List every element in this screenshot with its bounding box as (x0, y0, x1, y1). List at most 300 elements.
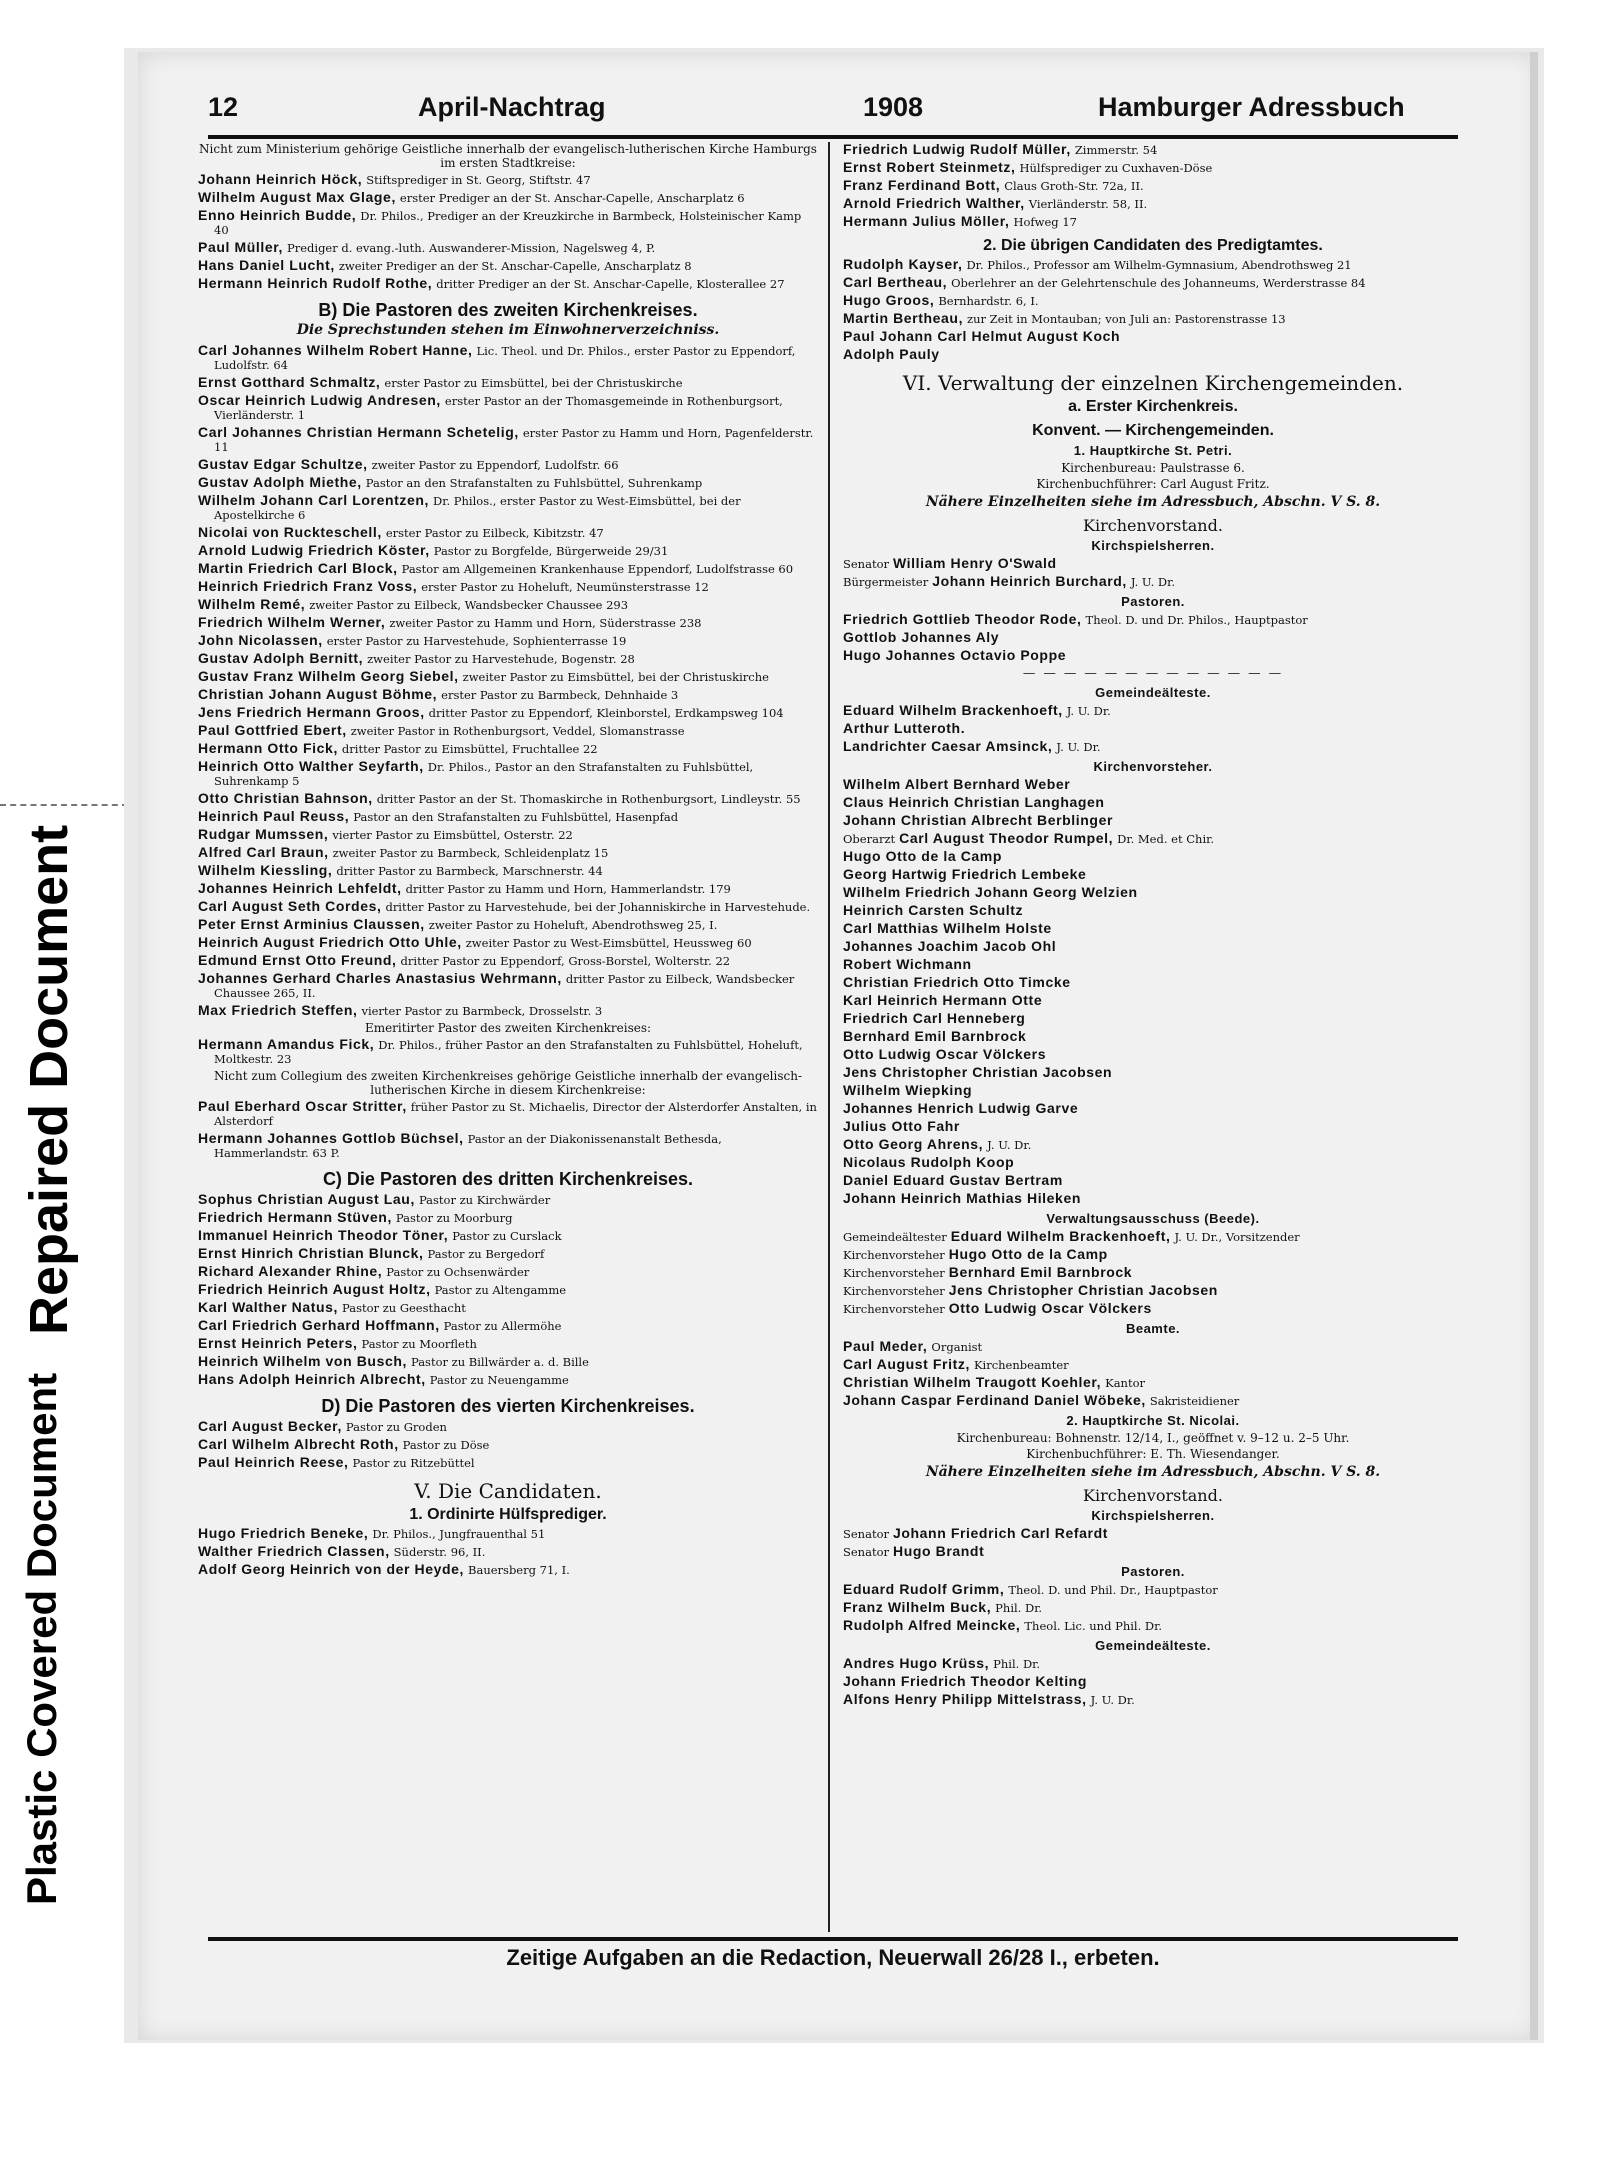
entry-name: Hugo Friedrich Beneke, (198, 1525, 369, 1541)
directory-entry (843, 1357, 1463, 1372)
section-title: April-Nachtrag (418, 92, 606, 122)
directory-entry (198, 669, 818, 684)
entry-details: Pastor zu Moorfleth (361, 1337, 477, 1351)
entry-name: Gottlob Johannes Aly (843, 629, 1000, 645)
entry-details: erster Prediger an der St. Anschar-Capelle, Anscharplatz 6 (399, 191, 745, 205)
directory-entry (198, 543, 818, 558)
entry-details: dritter Pastor zu Eppendorf, Kleinborstel, Erdkampsweg 104 (428, 706, 784, 720)
entry-title-prefix: Senator (843, 1527, 889, 1541)
directory-entry (198, 1562, 818, 1577)
section-heading: D) Die Pastoren des vierten Kirchenkreises. (321, 1396, 695, 1416)
entry-title-prefix: Gemeindeältester (843, 1230, 947, 1244)
entry-name: Alfons Henry Philipp Mittelstrass, (843, 1691, 1087, 1707)
directory-entry (843, 1692, 1463, 1707)
entry-title-prefix: Kirchenvorsteher (843, 1284, 945, 1298)
directory-entry (198, 475, 818, 490)
directory-entry (198, 525, 818, 540)
directory-entry (843, 1229, 1463, 1244)
entry-name: Sophus Christian August Lau, (198, 1191, 415, 1207)
directory-entry (198, 1300, 818, 1315)
entry-details: Lic. Theol. und Dr. Philos., erster Pastor zu Eppendorf, Ludolfstr. 64 (214, 344, 796, 372)
entry-name: Heinrich Carsten Schultz (843, 902, 1024, 918)
directory-entry (198, 633, 818, 648)
entry-name: Georg Hartwig Friedrich Lembeke (843, 866, 1087, 882)
entry-details: Pastor zu Ritzebüttel (352, 1456, 475, 1470)
entry-details: vierter Pastor zu Barmbeck, Drosselstr. 3 (361, 1004, 603, 1018)
directory-entry (198, 1526, 818, 1541)
directory-entry (198, 276, 818, 291)
header-rule (208, 135, 1458, 139)
entry-details: Kantor (1105, 1376, 1146, 1390)
entry-name: Carl Matthias Wilhelm Holste (843, 920, 1052, 936)
entry-name: Friedrich Wilhelm Werner, (198, 614, 386, 630)
entry-name: Jens Christopher Christian Jacobsen (843, 1064, 1113, 1080)
centered-note: Emeritirter Pastor des zweiten Kirchenkreises: (364, 1021, 652, 1035)
group-heading: Pastoren. (1121, 1564, 1185, 1579)
directory-entry (198, 935, 818, 950)
entry-name: Paul Heinrich Reese, (198, 1454, 349, 1470)
directory-entry (198, 1354, 818, 1369)
entry-details: dritter Pastor zu Eilbeck, Wandsbecker Chaussee 265, II. (214, 972, 795, 1000)
entry-name: Rudolph Alfred Meincke, (843, 1617, 1021, 1633)
board-heading: Kirchenvorstand. (1083, 1486, 1223, 1505)
directory-entry (198, 881, 818, 896)
entry-details: vierter Pastor zu Eimsbüttel, Osterstr. 22 (332, 828, 573, 842)
entry-details: zweiter Pastor zu Eppendorf, Ludolfstr. 66 (371, 458, 619, 472)
entry-name: Claus Heinrich Christian Langhagen (843, 794, 1105, 810)
directory-entry (843, 196, 1463, 211)
entry-details: Dr. Philos., Jungfrauenthal 51 (372, 1527, 546, 1541)
repaired-document-label: Repaired Document (19, 824, 79, 1335)
directory-entry (198, 1246, 818, 1261)
entry-details: Pastor zu Billwärder a. d. Bille (410, 1355, 589, 1369)
entry-name: Max Friedrich Steffen, (198, 1002, 358, 1018)
chapter-heading: VI. Verwaltung der einzelnen Kirchengemeinden. (902, 371, 1404, 395)
entry-name: Ernst Hinrich Christian Blunck, (198, 1245, 424, 1261)
directory-entry (198, 1210, 818, 1225)
directory-entry (843, 1191, 1463, 1206)
entry-details: Dr. Med. et Chir. (1117, 832, 1215, 846)
directory-entry (843, 142, 1463, 157)
entry-details: Theol. Lic. und Phil. Dr. (1024, 1619, 1163, 1633)
entry-name: Heinrich Friedrich Franz Voss, (198, 578, 418, 594)
directory-entry (843, 777, 1463, 792)
entry-name: Paul Eberhard Oscar Stritter, (198, 1098, 407, 1114)
entry-name: Edmund Ernst Otto Freund, (198, 952, 397, 968)
intro-paragraph: Nicht zum Collegium des zweiten Kirchenkreises gehörige Geistliche innerhalb der evangelisch-lutherischen Kirche in diesem Kirchenkreise: (213, 1069, 803, 1097)
entry-details: zweiter Pastor in Rothenburgsort, Veddel, Slomanstrasse (350, 724, 685, 738)
directory-entry (198, 1228, 818, 1243)
entry-name: Adolf Georg Heinrich von der Heyde, (198, 1561, 465, 1577)
group-heading: Verwaltungsausschuss (Beede). (1046, 1211, 1260, 1226)
directory-entry (843, 1656, 1463, 1671)
entry-details: J. U. Dr. (1056, 740, 1101, 754)
entry-name: Daniel Eduard Gustav Bertram (843, 1172, 1063, 1188)
directory-entry (843, 1600, 1463, 1615)
entry-name: Hermann Amandus Fick, (198, 1036, 375, 1052)
entry-name: Friedrich Ludwig Rudolf Müller, (843, 142, 1071, 157)
entry-details: Süderstr. 96, II. (393, 1545, 486, 1559)
entry-details: Dr. Philos., Professor am Wilhelm-Gymnasium, Abendrothsweg 21 (966, 258, 1352, 272)
subsection-heading: 2. Die übrigen Candidaten des Predigtamtes. (983, 237, 1323, 254)
book-title: Hamburger Adressbuch (1098, 92, 1405, 122)
left-column (198, 142, 818, 1942)
entry-details: Pastor zu Kirchwärder (418, 1193, 551, 1207)
entry-name: Paul Meder, (843, 1338, 928, 1354)
group-heading: Gemeindeälteste. (1095, 685, 1211, 700)
entry-details: Stiftsprediger in St. Georg, Stiftstr. 47 (366, 173, 591, 187)
entry-details: zweiter Pastor zu Hamm und Horn, Süderstrasse 238 (389, 616, 702, 630)
entry-details: Prediger d. evang.-luth. Auswanderer-Mission, Nagelsweg 4, P. (286, 241, 656, 255)
entry-name: Christian Friedrich Otto Timcke (843, 974, 1071, 990)
directory-entry (198, 917, 818, 932)
entry-name: Otto Christian Bahnson, (198, 790, 373, 806)
directory-entry (843, 1526, 1463, 1541)
entry-name: Julius Otto Fahr (843, 1118, 960, 1134)
directory-entry (198, 1544, 818, 1559)
entry-details: Pastor am Allgemeinen Krankenhause Eppendorf, Ludolfstrasse 60 (401, 562, 794, 576)
entry-name: Hugo Brandt (892, 1543, 985, 1559)
directory-entry (198, 809, 818, 824)
entry-details: Vierländerstr. 58, II. (1028, 197, 1148, 211)
entry-name: Peter Ernst Arminius Claussen, (198, 916, 425, 932)
year: 1908 (863, 92, 924, 122)
entry-details: Theol. D. und Dr. Philos., Hauptpastor (1085, 613, 1308, 627)
footer-notice: Zeitige Aufgaben an die Redaction, Neuerwall 26/28 I., erbeten. (506, 1945, 1160, 1970)
entry-name: Hans Adolph Heinrich Albrecht, (198, 1371, 426, 1387)
entry-details: erster Pastor zu Hamm und Horn, Pagenfelderstr. 11 (214, 426, 814, 454)
directory-entry (198, 240, 818, 255)
entry-name: Jens Christopher Christian Jacobsen (948, 1282, 1218, 1298)
directory-entry (843, 311, 1463, 326)
italic-note: Nähere Einzelheiten siehe im Adressbuch, Abschn. V S. 8. (925, 1464, 1381, 1480)
entry-name: Martin Bertheau, (843, 310, 964, 326)
centered-note: Kirchenbureau: Bohnenstr. 12/14, I., geöffnet v. 9–12 u. 2–5 Uhr. (956, 1431, 1350, 1445)
entry-name: Friedrich Carl Henneberg (843, 1010, 1026, 1026)
entry-name: Otto Ludwig Oscar Völckers (843, 1046, 1047, 1062)
entry-name: Heinrich Otto Walther Seyfarth, (198, 758, 424, 774)
right-column (843, 142, 1463, 1942)
entry-name: Wilhelm August Max Glage, (198, 189, 396, 205)
entry-name: Paul Johann Carl Helmut August Koch (843, 328, 1121, 344)
entry-name: Paul Gottfried Ebert, (198, 722, 347, 738)
entry-name: Johann Friedrich Carl Refardt (892, 1525, 1108, 1541)
directory-entry (843, 630, 1463, 645)
entry-details: erster Pastor zu Eimsbüttel, bei der Christuskirche (384, 376, 683, 390)
entry-name: Hans Daniel Lucht, (198, 257, 335, 273)
entry-details: zweiter Pastor zu Eimsbüttel, bei der Christuskirche (462, 670, 769, 684)
group-heading: Gemeindeälteste. (1095, 1638, 1211, 1653)
plastic-covered-label: Plastic Covered Document (18, 1372, 65, 1905)
entry-name: Wilhelm Albert Bernhard Weber (843, 776, 1071, 792)
centered-note: Kirchenbuchführer: E. Th. Wiesendanger. (1026, 1447, 1280, 1461)
entry-name: Carl Johannes Christian Hermann Schetelig, (198, 424, 519, 440)
entry-details: Pastor zu Neuengamme (429, 1373, 569, 1387)
entry-title-prefix: Kirchenvorsteher (843, 1266, 945, 1280)
entry-name: Hugo Groos, (843, 292, 935, 308)
directory-entry (843, 1029, 1463, 1044)
entry-details: Hülfsprediger zu Cuxhaven-Döse (1019, 161, 1213, 175)
entry-title-prefix: Oberarzt (843, 832, 896, 846)
entry-name: Robert Wichmann (843, 956, 972, 972)
group-heading: 2. Hauptkirche St. Nicolai. (1066, 1413, 1240, 1428)
entry-name: Andres Hugo Krüss, (843, 1655, 990, 1671)
entry-name: Immanuel Heinrich Theodor Töner, (198, 1227, 449, 1243)
directory-entry (843, 1119, 1463, 1134)
entry-name: Carl August Becker, (198, 1418, 342, 1434)
entry-name: Ernst Heinrich Peters, (198, 1335, 358, 1351)
entry-name: Johann Caspar Ferdinand Daniel Wöbeke, (843, 1392, 1146, 1408)
entry-details: dritter Pastor an der St. Thomaskirche in Rothenburgsort, Lindleystr. 55 (376, 792, 801, 806)
entry-name: Hugo Otto de la Camp (843, 848, 1002, 864)
page-number: 12 (208, 92, 239, 122)
entry-details: Dr. Philos., Pastor an den Strafanstalten zu Fuhlsbüttel, Suhrenkamp 5 (214, 760, 754, 788)
directory-entry (843, 1375, 1463, 1390)
directory-entry (198, 561, 818, 576)
directory-entry (843, 612, 1463, 627)
entry-title-prefix: Kirchenvorsteher (843, 1248, 945, 1262)
entry-details: Pastor zu Allermöhe (443, 1319, 562, 1333)
directory-entry (843, 1582, 1463, 1597)
section-heading: C) Die Pastoren des dritten Kirchenkreises. (322, 1169, 694, 1189)
subsection-heading: Konvent. — Kirchengemeinden. (1032, 422, 1274, 439)
entry-name: Ernst Robert Steinmetz, (843, 159, 1016, 175)
directory-entry (198, 705, 818, 720)
directory-entry (843, 957, 1463, 972)
entry-name: Wilhelm Kiessling, (198, 862, 333, 878)
directory-entry (198, 827, 818, 842)
entry-name: Arnold Ludwig Friedrich Köster, (198, 542, 430, 558)
directory-entry (843, 849, 1463, 864)
directory-entry (843, 703, 1463, 718)
directory-entry (843, 993, 1463, 1008)
directory-entry (198, 258, 818, 273)
entry-details: erster Pastor an der Thomasgemeinde in Rothenburgsort, Vierländerstr. 1 (214, 394, 783, 422)
directory-entry (843, 178, 1463, 193)
entry-details: Pastor zu Borgfelde, Bürgerweide 29/31 (433, 544, 669, 558)
entry-name: Hugo Johannes Octavio Poppe (843, 647, 1067, 663)
directory-entry (843, 795, 1463, 810)
entry-details: Organist (931, 1340, 983, 1354)
entry-name: Hermann Heinrich Rudolf Rothe, (198, 275, 433, 291)
entry-details: Sakristeidiener (1149, 1394, 1240, 1408)
entry-name: Eduard Wilhelm Brackenhoeft, (843, 702, 1063, 718)
entry-details: Oberlehrer an der Gelehrtenschule des Johanneums, Werderstrasse 84 (951, 276, 1366, 290)
entry-details: Zimmerstr. 54 (1074, 143, 1158, 157)
directory-entry (843, 903, 1463, 918)
directory-entry (198, 759, 818, 788)
entry-name: Wilhelm Remé, (198, 596, 306, 612)
entry-name: Enno Heinrich Budde, (198, 207, 357, 223)
entry-details: dritter Pastor zu Barmbeck, Marschnerstr. 44 (336, 864, 603, 878)
entry-name: Hermann Julius Möller, (843, 213, 1010, 229)
directory-entry (198, 971, 818, 1000)
entry-details: Pastor an den Strafanstalten zu Fuhlsbüttel, Hasenpfad (353, 810, 679, 824)
directory-entry (843, 885, 1463, 900)
entry-details: zweiter Prediger an der St. Anschar-Capelle, Anscharplatz 8 (338, 259, 692, 273)
directory-entry (198, 687, 818, 702)
directory-entry (198, 493, 818, 522)
directory-entry (843, 1674, 1463, 1689)
directory-entry (843, 1101, 1463, 1116)
entry-name: Paul Müller, (198, 239, 283, 255)
entry-name: Carl August Theodor Rumpel, (899, 830, 1114, 846)
group-heading: Pastoren. (1121, 594, 1185, 609)
entry-name: Carl Friedrich Gerhard Hoffmann, (198, 1317, 440, 1333)
directory-entry (843, 975, 1463, 990)
directory-entry (843, 347, 1463, 362)
directory-entry (198, 375, 818, 390)
entry-name: Hermann Otto Fick, (198, 740, 338, 756)
directory-entry (843, 1393, 1463, 1408)
entry-name: Nicolai von Ruckteschell, (198, 524, 382, 540)
entry-details: zweiter Pastor zu Hoheluft, Abendrothsweg 25, I. (428, 918, 718, 932)
entry-name: Gustav Adolph Bernitt, (198, 650, 364, 666)
entry-name: Hugo Otto de la Camp (948, 1246, 1108, 1262)
entry-details: früher Pastor zu St. Michaelis, Director der Alsterdorfer Anstalten, in Alsterdorf (214, 1100, 817, 1128)
directory-entry (843, 813, 1463, 828)
entry-details: zweiter Pastor zu Harvestehude, Bogenstr. 28 (367, 652, 635, 666)
entry-name: Rudgar Mumssen, (198, 826, 329, 842)
directory-entry (198, 953, 818, 968)
entry-name: Alfred Carl Braun, (198, 844, 329, 860)
entry-name: Eduard Wilhelm Brackenhoeft, (950, 1228, 1171, 1244)
directory-entry (843, 556, 1463, 571)
entry-name: Johann Heinrich Mathias Hileken (843, 1190, 1081, 1206)
entry-name: Johannes Heinrich Lehfeldt, (198, 880, 402, 896)
entry-details: Bernhardstr. 6, I. (938, 294, 1039, 308)
intro-paragraph: Nicht zum Ministerium gehörige Geistliche innerhalb der evangelisch-lutherischen Kirche Hamburgs im ersten Stadtkreise: (199, 142, 817, 170)
entry-details: dritter Prediger an der St. Anschar-Capelle, Klosterallee 27 (436, 277, 785, 291)
entry-name: Carl Bertheau, (843, 274, 948, 290)
entry-details: J. U. Dr. (1130, 575, 1175, 589)
dash-separator: — — — — — — — — — — — — — (1022, 665, 1284, 680)
entry-details: Pastor zu Geesthacht (342, 1301, 466, 1315)
directory-entry (198, 651, 818, 666)
section-heading: B) Die Pastoren des zweiten Kirchenkreises. (318, 300, 698, 320)
entry-name: Carl August Fritz, (843, 1356, 970, 1372)
directory-entry (843, 1065, 1463, 1080)
entry-details: erster Pastor zu Eilbeck, Kibitzstr. 47 (385, 526, 604, 540)
scanned-page (138, 52, 1538, 2040)
entry-name: Karl Walther Natus, (198, 1299, 339, 1315)
directory-entry (843, 1339, 1463, 1354)
entry-details: Bauersberg 71, I. (468, 1563, 570, 1577)
directory-entry (843, 214, 1463, 229)
directory-entry (843, 1155, 1463, 1170)
directory-entry (198, 1318, 818, 1333)
group-heading: Beamte. (1125, 1321, 1181, 1336)
entry-details: Pastor an der Diakonissenanstalt Bethesda, Hammerlandstr. 63 P. (214, 1132, 722, 1160)
group-heading: Kirchenvorsteher. (1093, 759, 1213, 774)
entry-name: John Nicolassen, (198, 632, 323, 648)
entry-title-prefix: Senator (843, 557, 889, 571)
entry-name: Gustav Franz Wilhelm Georg Siebel, (198, 668, 459, 684)
entry-details: erster Pastor zu Barmbeck, Dehnhaide 3 (441, 688, 679, 702)
entry-details: J. U. Dr. (987, 1138, 1032, 1152)
entry-details: Pastor an den Strafanstalten zu Fuhlsbüttel, Suhrenkamp (365, 476, 703, 490)
directory-entry (843, 1011, 1463, 1026)
directory-entry (843, 1047, 1463, 1062)
directory-entry (198, 899, 818, 914)
entry-name: Friedrich Hermann Stüven, (198, 1209, 392, 1225)
entry-name: Richard Alexander Rhine, (198, 1263, 383, 1279)
entry-name: Ernst Gotthard Schmaltz, (198, 374, 381, 390)
group-heading: Kirchspielsherren. (1091, 1508, 1215, 1523)
entry-name: Oscar Heinrich Ludwig Andresen, (198, 392, 441, 408)
entry-name: Rudolph Kayser, (843, 256, 963, 272)
entry-details: J. U. Dr., Vorsitzender (1174, 1230, 1300, 1244)
directory-entry (843, 739, 1463, 754)
entry-details: zweiter Pastor zu West-Eimsbüttel, Heussweg 60 (465, 936, 752, 950)
directory-entry (843, 1173, 1463, 1188)
entry-name: Heinrich Wilhelm von Busch, (198, 1353, 407, 1369)
directory-entry (198, 1003, 818, 1018)
directory-entry (198, 615, 818, 630)
directory-entry (198, 1437, 818, 1452)
entry-name: Landrichter Caesar Amsinck, (843, 738, 1053, 754)
chapter-heading: V. Die Candidaten. (414, 1479, 602, 1503)
directory-entry (843, 1137, 1463, 1152)
entry-name: Johannes Henrich Ludwig Garve (843, 1100, 1079, 1116)
directory-entry (198, 1264, 818, 1279)
directory-entry (843, 574, 1463, 589)
entry-name: Wilhelm Johann Carl Lorentzen, (198, 492, 430, 508)
directory-entry (843, 939, 1463, 954)
directory-entry (843, 867, 1463, 882)
entry-name: Johann Heinrich Höck, (198, 171, 363, 187)
entry-details: dritter Pastor zu Eimsbüttel, Fruchtallee 22 (341, 742, 598, 756)
directory-entry (198, 343, 818, 372)
board-heading: Kirchenvorstand. (1083, 516, 1223, 535)
fold-guide-line (0, 804, 128, 806)
entry-details: Kirchenbeamter (973, 1358, 1069, 1372)
entry-details: Claus Groth-Str. 72a, II. (1004, 179, 1144, 193)
entry-name: Bernhard Emil Barnbrock (843, 1028, 1027, 1044)
entry-name: Jens Friedrich Hermann Groos, (198, 704, 425, 720)
entry-details: Pastor zu Ochsenwärder (386, 1265, 530, 1279)
group-heading: 1. Hauptkirche St. Petri. (1073, 443, 1233, 458)
directory-entry (843, 257, 1463, 272)
entry-details: dritter Pastor zu Hamm und Horn, Hammerlandstr. 179 (405, 882, 731, 896)
directory-entry (843, 921, 1463, 936)
centered-note: Kirchenbuchführer: Carl August Fritz. (1036, 477, 1270, 491)
entry-name: Martin Friedrich Carl Block, (198, 560, 398, 576)
entry-name: Arnold Friedrich Walther, (843, 195, 1025, 211)
directory-entry (198, 1037, 818, 1066)
entry-details: erster Pastor zu Harvestehude, Sophienterrasse 19 (326, 634, 627, 648)
entry-name: Johann Friedrich Theodor Kelting (843, 1673, 1087, 1689)
entry-details: zweiter Pastor zu Eilbeck, Wandsbecker Chaussee 293 (309, 598, 629, 612)
entry-name: Friedrich Heinrich August Holtz, (198, 1281, 431, 1297)
directory-entry (843, 275, 1463, 290)
directory-entry (198, 1282, 818, 1297)
directory-entry (198, 1336, 818, 1351)
directory-entry (198, 579, 818, 594)
directory-entry (843, 831, 1463, 846)
entry-name: Christian Wilhelm Traugott Koehler, (843, 1374, 1102, 1390)
directory-entry (198, 1372, 818, 1387)
entry-details: Pastor zu Curslack (452, 1229, 562, 1243)
column-divider (828, 142, 830, 1932)
entry-details: Pastor zu Döse (402, 1438, 490, 1452)
entry-name: Walther Friedrich Classen, (198, 1543, 390, 1559)
centered-note: Kirchenbureau: Paulstrasse 6. (1061, 461, 1245, 475)
directory-entry (198, 190, 818, 205)
entry-name: Wilhelm Friedrich Johann Georg Welzien (843, 884, 1138, 900)
directory-entry (198, 1455, 818, 1470)
entry-details: zur Zeit in Montauban; von Juli an: Pastorenstrasse 13 (967, 312, 1286, 326)
